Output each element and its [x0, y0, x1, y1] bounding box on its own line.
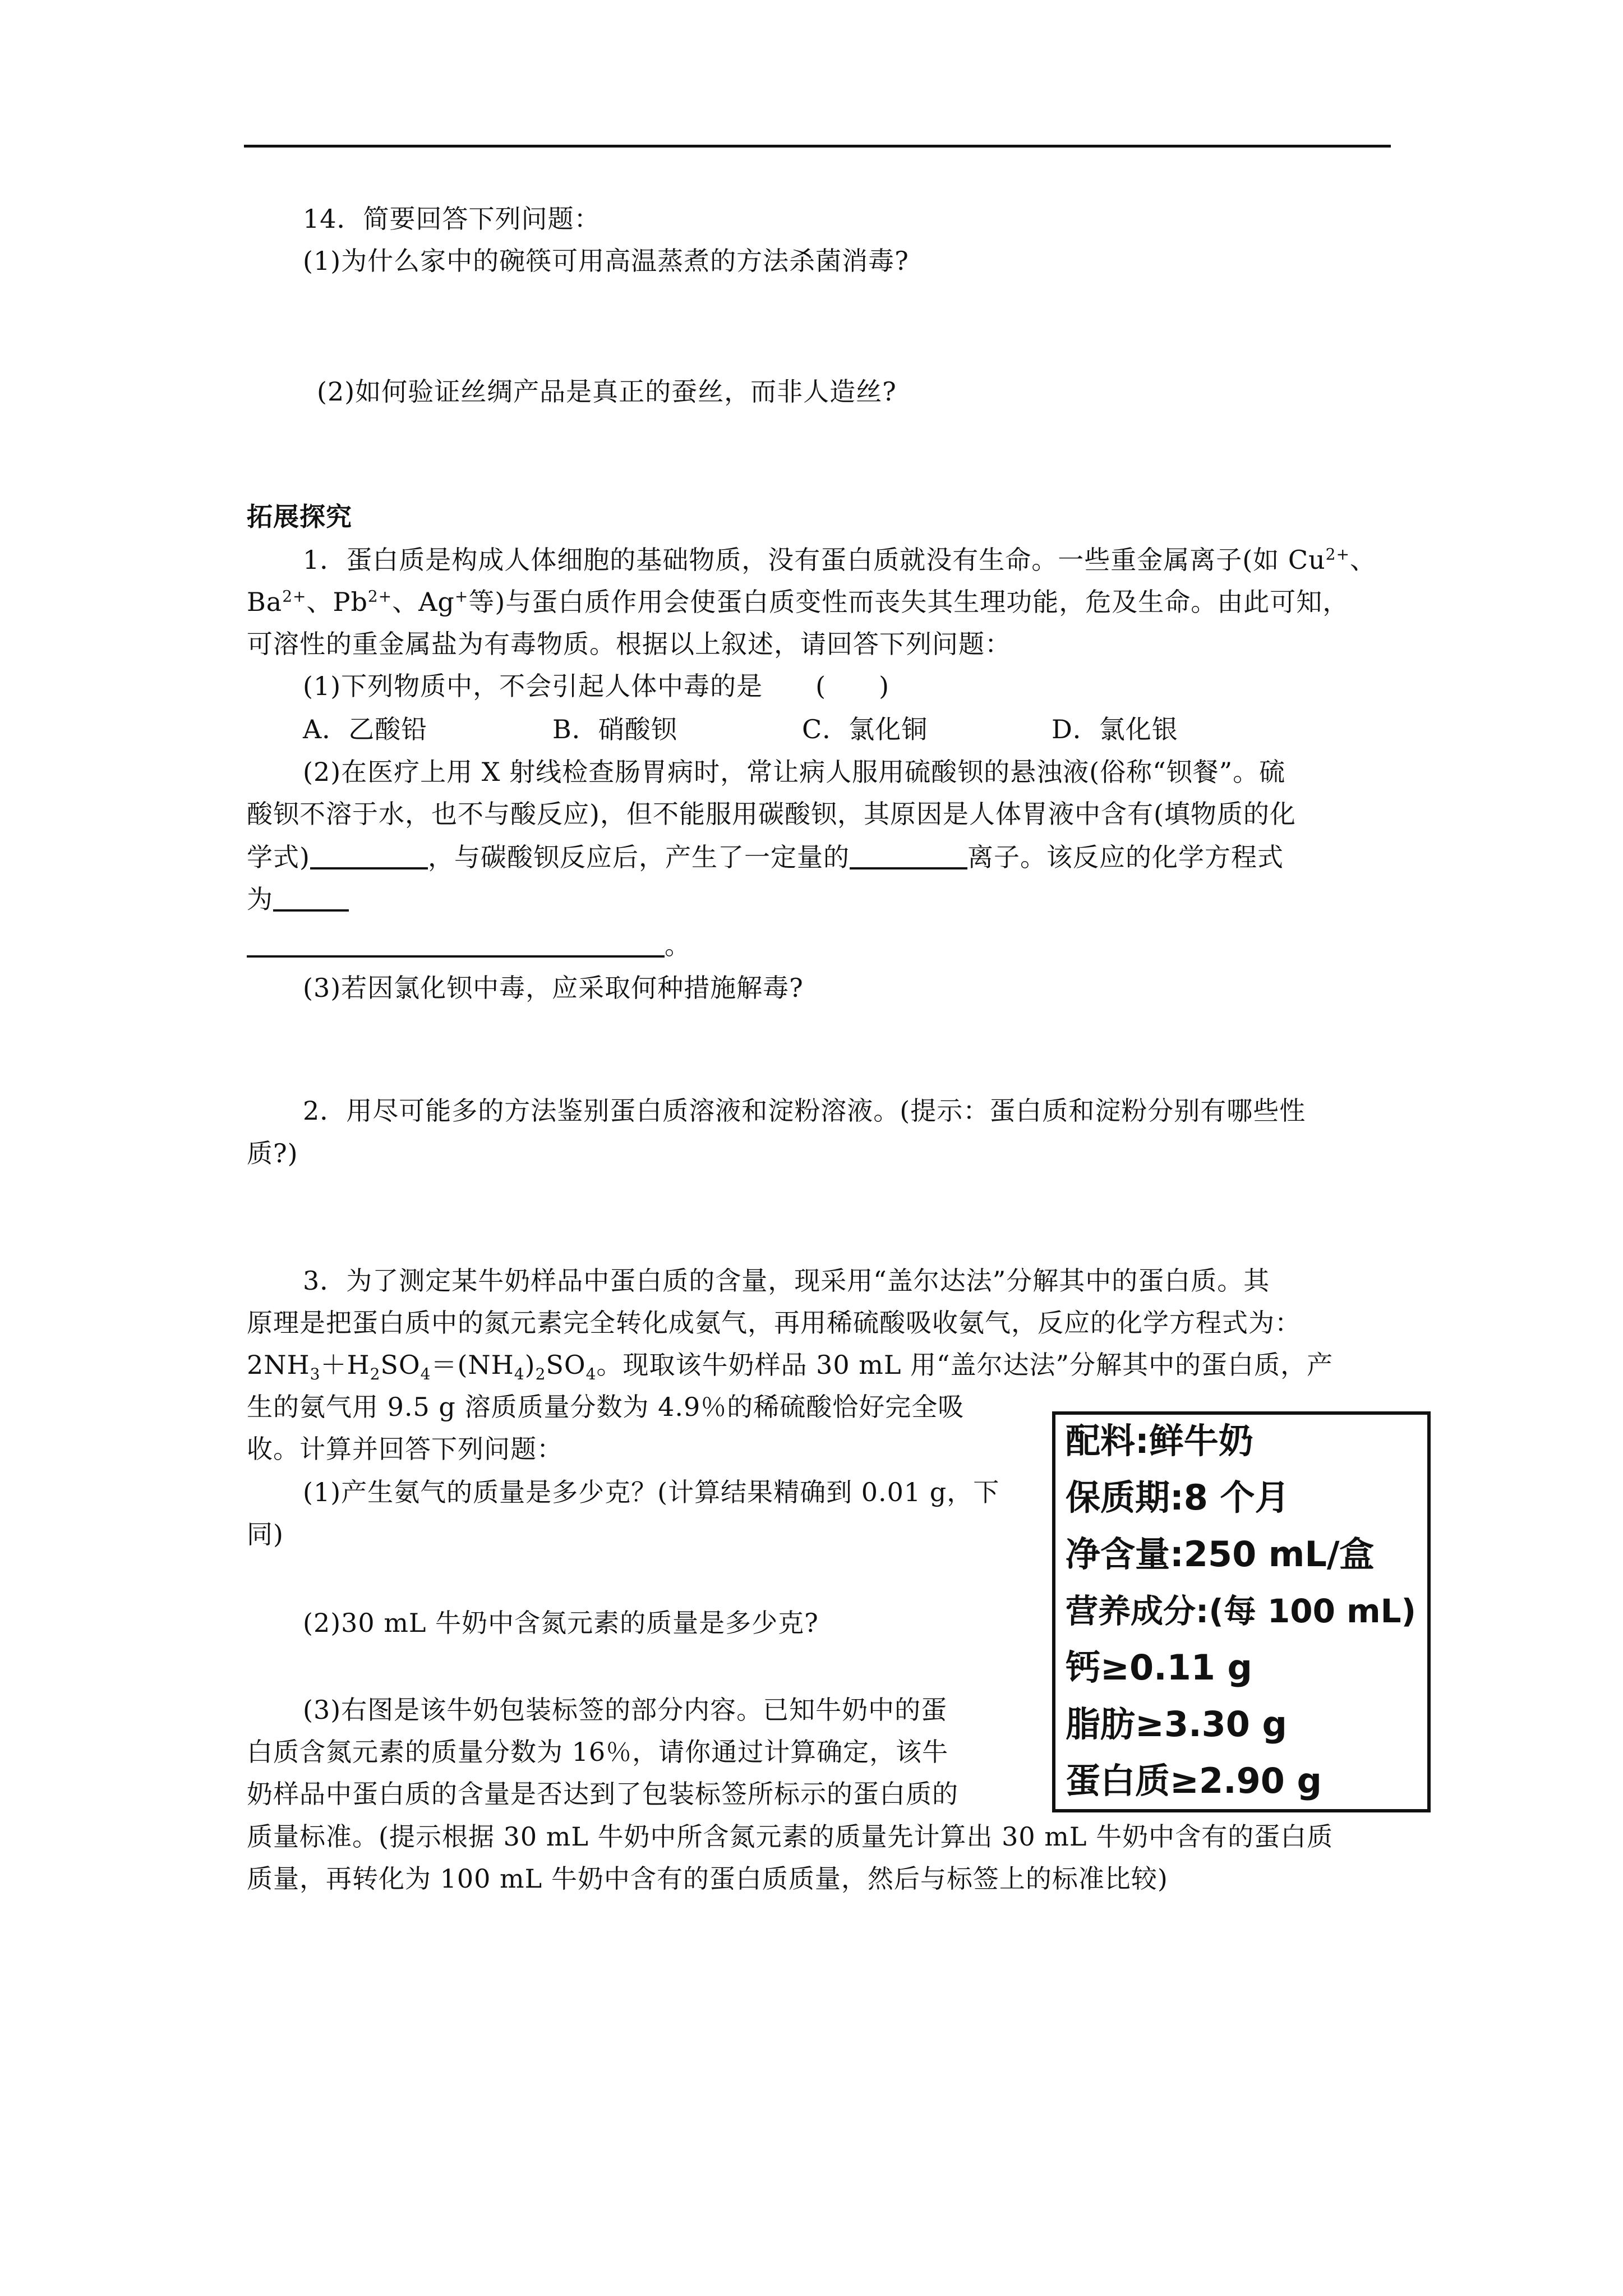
section-title: 拓展探究	[247, 501, 352, 532]
e3-q3-line5: 质量，再转化为 100 mL 牛奶中含有的蛋白质质量，然后与标签上的标准比较)	[247, 1864, 1168, 1894]
label-net-content: 净含量:250 mL/盒	[1066, 1534, 1375, 1575]
e1-line1: 1．蛋白质是构成人体细胞的基础物质，没有蛋白质就没有生命。一些重金属离子(如 $Cu^{2+}$、	[303, 545, 1376, 575]
e3-line3-equation: $2NH_3+H_2SO_4=(NH_4)_2SO_4$。现取该牛奶样品 30 mL 用“盖尔达法”分解其中的蛋白质，产	[247, 1350, 1334, 1384]
q14-part1: (1)为什么家中的碗筷可用高温蒸煮的方法杀菌消毒?	[303, 246, 909, 276]
e1-q2-line3: 学式) ，与碳酸钡反应后，产生了一定量的 离子。该反应的化学方程式	[247, 842, 1284, 872]
label-protein: 蛋白质≥2.90 g	[1066, 1760, 1322, 1801]
q14-part2: (2)如何验证丝绸产品是真正的蚕丝，而非人造丝?	[317, 376, 897, 407]
e1-q2-line5: 。	[247, 930, 691, 961]
e1-option-d: D．氯化银	[1052, 714, 1178, 744]
e1-q2-line2: 酸钡不溶于水，也不与酸反应)，但不能服用碳酸钡，其原因是人体胃液中含有(填物质的化	[247, 799, 1296, 829]
e3-line5: 收。计算并回答下列问题：	[247, 1434, 563, 1464]
e3-q3-line3: 奶样品中蛋白质的含量是否达到了包装标签所标示的蛋白质的	[247, 1779, 958, 1809]
label-fat: 脂肪≥3.30 g	[1066, 1704, 1287, 1745]
label-shelf-life: 保质期:8 个月	[1066, 1477, 1290, 1518]
e3-q2: (2)30 mL 牛奶中含氮元素的质量是多少克?	[303, 1608, 819, 1638]
e1-q3: (3)若因氯化钡中毒，应采取何种措施解毒?	[303, 973, 804, 1003]
label-ingredients: 配料:鲜牛奶	[1066, 1420, 1253, 1461]
q14-title: 14．简要回答下列问题：	[303, 204, 601, 234]
e3-q1-line1: (1)产生氨气的质量是多少克？(计算结果精确到 0.01 g，下	[303, 1477, 1000, 1507]
e1-option-b: B．硝酸钡	[552, 714, 677, 744]
label-nutrition-heading: 营养成分:(每 100 mL)	[1066, 1592, 1417, 1630]
answer-blank-equation-b	[247, 930, 665, 958]
page-top-rule	[244, 145, 1391, 148]
e2-line1: 2．用尽可能多的方法鉴别蛋白质溶液和淀粉溶液。(提示：蛋白质和淀粉分别有哪些性	[303, 1096, 1306, 1126]
answer-blank-equation-a	[273, 884, 349, 912]
e1-line2: $Ba^{2+}$、$Pb^{2+}$、Ag+等)与蛋白质作用会使蛋白质变性而丧失其生理功能，危及生命。由此可知，	[247, 587, 1349, 617]
e1-q2-line4: 为	[247, 884, 349, 915]
e2-line2: 质?)	[247, 1138, 298, 1168]
e3-q3-line4: 质量标准。(提示根据 30 mL 牛奶中所含氮元素的质量先计算出 30 mL 牛奶中含有的蛋白质	[247, 1821, 1334, 1852]
e3-q3-line2: 白质含氮元素的质量分数为 16％，请你通过计算确定，该牛	[247, 1737, 949, 1767]
e1-q2-line1: (2)在医疗上用 X 射线检查肠胃病时，常让病人服用硫酸钡的悬浊液(俗称“钡餐”。硫	[303, 757, 1286, 787]
e1-option-a: A．乙酸铅	[303, 714, 428, 744]
label-calcium: 钙≥0.11 g	[1066, 1647, 1252, 1688]
e3-line4: 生的氨气用 9.5 g 溶质质量分数为 4.9％的稀硫酸恰好完全吸	[247, 1392, 965, 1422]
milk-package-label	[1052, 1411, 1431, 1812]
e1-q1: (1)下列物质中，不会引起人体中毒的是 ( )	[303, 671, 890, 701]
e3-line1: 3．为了测定某牛奶样品中蛋白质的含量，现采用“盖尔达法”分解其中的蛋白质。其	[303, 1266, 1270, 1296]
e1-line3: 可溶性的重金属盐为有毒物质。根据以上叙述，请回答下列问题：	[247, 629, 1011, 659]
e3-q3-line1: (3)右图是该牛奶包装标签的部分内容。已知牛奶中的蛋	[303, 1695, 948, 1725]
answer-blank-formula	[310, 841, 428, 869]
e3-line2: 原理是把蛋白质中的氮元素完全转化成氨气，再用稀硫酸吸收氨气，反应的化学方程式为：	[247, 1308, 1301, 1338]
e3-q1-line2: 同)	[247, 1519, 284, 1549]
answer-blank-ion	[850, 841, 967, 869]
e1-option-c: C．氯化铜	[802, 714, 928, 744]
